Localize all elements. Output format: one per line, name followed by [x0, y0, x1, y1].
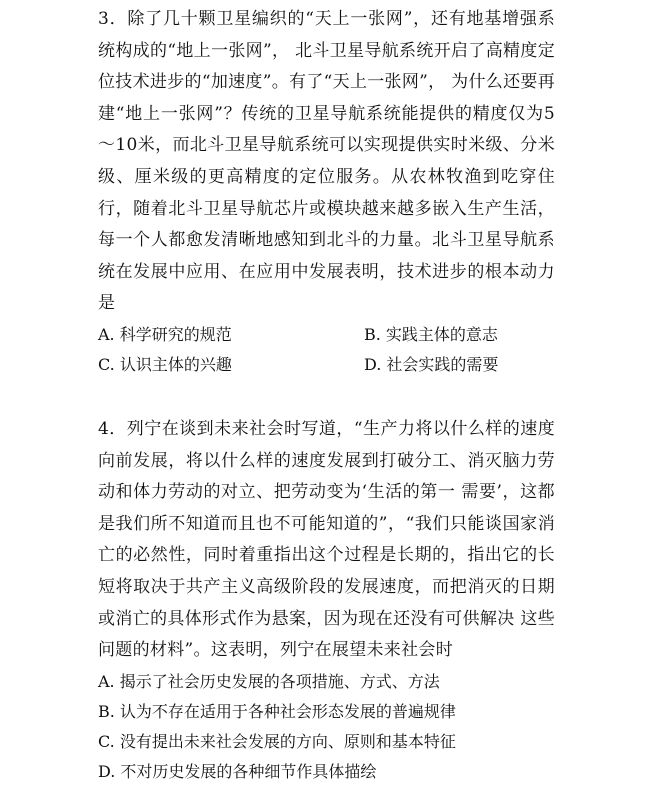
question-3-option-a[interactable]: A. 科学研究的规范 — [98, 324, 232, 344]
question-3-option-c[interactable]: C. 认识主体的兴趣 — [98, 354, 232, 374]
question-3 — [98, 4, 555, 380]
question-3-option-b[interactable]: B. 实践主体的意志 — [364, 324, 498, 344]
question-4-option-a[interactable]: A. 揭示了社会历史发展的各项措施、方式、方法 — [98, 671, 440, 691]
question-3-options — [98, 320, 555, 380]
question-3-option-d[interactable]: D. 社会实践的需要 — [364, 354, 499, 374]
question-3-stem — [98, 4, 555, 320]
question-3-number: 3． — [98, 9, 128, 29]
question-4-option-b[interactable]: B. 认为不存在适用于各种社会形态发展的普遍规律 — [98, 701, 456, 721]
question-4-stem — [98, 414, 555, 667]
question-4 — [98, 414, 555, 787]
question-4-option-d[interactable]: D. 不对历史发展的各种细节作具体描绘 — [98, 761, 377, 781]
question-4-options — [98, 667, 555, 787]
question-3-text: 除了几十颗卫星编织的“天上一张网”，还有地基增强系统构成的“地上一张网”， 北斗卫星导航系统开启了高精度定位技术进步的“加速度”。有了“天上一张网”， 为什么还要再建“地上一张网”？传统的卫星导航系统能提供的精度仅为5～10米，而北斗卫星导航系统可以实现提供实时米级、分米级、厘米级的更高精度的定位服务。从农林牧渔到吃穿住行，随着北斗卫星导航芯片或模块越来越多嵌入生产生活，每一个人都愈发清晰地感知到北斗的力量。北斗卫星导航系统在发展中应用、在应用中发展表明，技术进步的根本动力是 — [98, 9, 555, 314]
question-4-number: 4． — [98, 418, 127, 439]
question-4-option-c[interactable]: C. 没有提出未来社会发展的方向、原则和基本特征 — [98, 731, 456, 751]
question-4-text: 列宁在谈到未来社会时写道，“生产力将以什么样的速度向前发展，将以什么样的速度发展到打破分工、消灭脑力劳动和体力劳动的对立、把劳动变为‘生活的第一 需要’，这都是我们所不知道而且也不可能知道的”，“我们只能谈国家消亡的必然性，同时着重指出这个过程是长期的，指出它的长短将取决于共产主义高级阶段的发展速度，而把消灭的日期或消亡的具体形式作为悬案，因为现在还没有可供解决 这些问题的材料”。这表明，列宁在展望未来社会时 — [98, 418, 555, 661]
